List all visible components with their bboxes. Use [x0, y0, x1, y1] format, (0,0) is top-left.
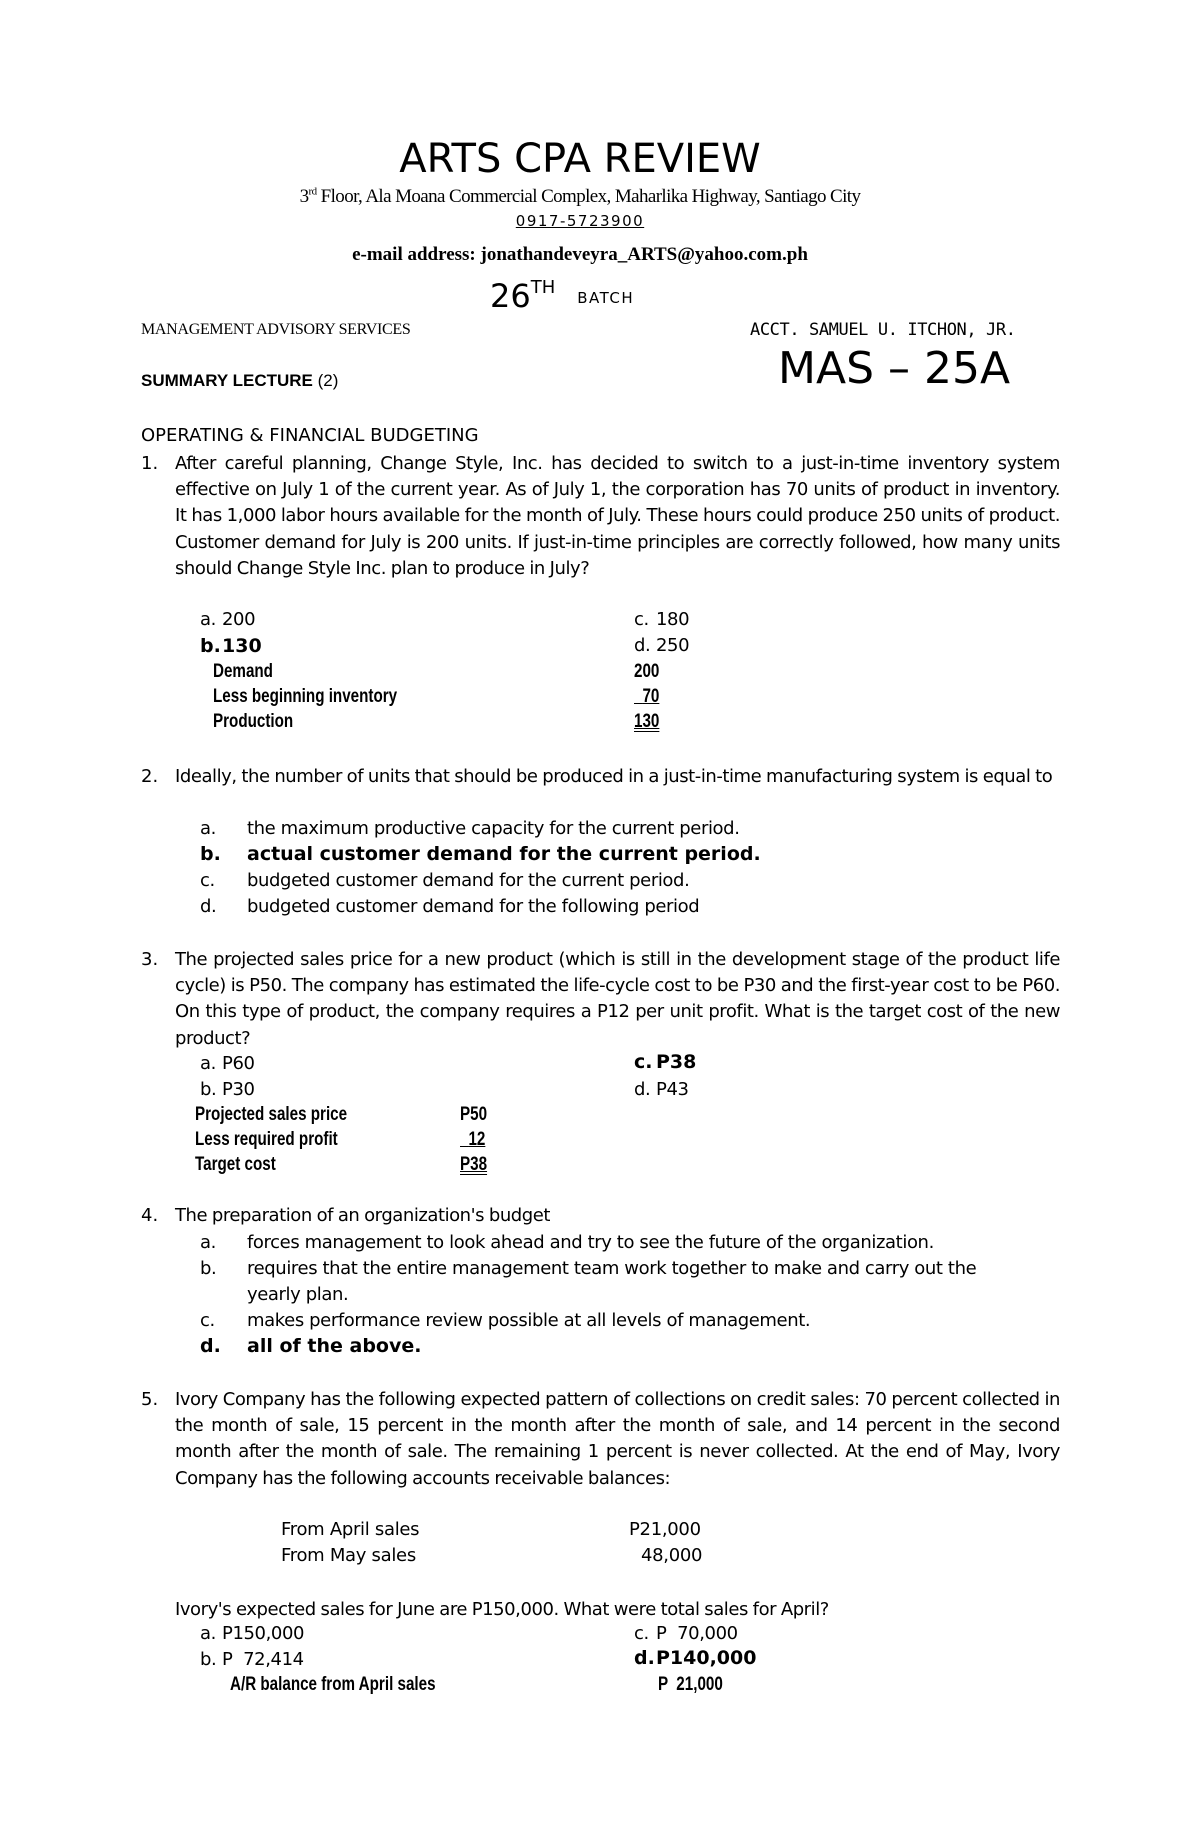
solution-value: 12 [468, 1129, 486, 1150]
question-followup: Ivory's expected sales for June are P150,000. What were total sales for April? [175, 1599, 829, 1620]
option-d: d. budgeted customer demand for the following period [200, 896, 700, 917]
solution-value: 200 [634, 661, 660, 682]
solution-label: Demand [213, 661, 273, 682]
section-title: OPERATING & FINANCIAL BUDGETING [141, 425, 479, 446]
option-a: a. 200 [200, 609, 256, 630]
handout-code: MAS – 25A [778, 343, 1011, 394]
solution-label: Less beginning inventory [213, 686, 398, 707]
solution-value: 130 [634, 711, 660, 732]
lecture-label: SUMMARY LECTURE (2) [141, 371, 339, 390]
solution-value: 70 [642, 686, 660, 707]
option-a: a. the maximum productive capacity for the current period. [200, 818, 740, 839]
solution-label: Projected sales price [195, 1104, 348, 1125]
option-d-answer: d. all of the above. [200, 1335, 422, 1357]
option-d-answer: d.P140,000 [634, 1647, 757, 1669]
review-center-title: ARTS CPA REVIEW [399, 136, 761, 182]
option-c: c. makes performance review possible at all levels of management. [200, 1310, 811, 1331]
option-d: d. 250 [634, 635, 690, 656]
option-c: c. P 70,000 [634, 1623, 738, 1644]
option-b: b. requires that the entire management team work together to make and carry out the [200, 1258, 977, 1279]
question-number: 4. [141, 1205, 159, 1226]
question-number: 2. [141, 766, 159, 787]
question-text: The preparation of an organization's budget [175, 1205, 550, 1226]
option-a: a. P60 [200, 1053, 255, 1074]
subject-name: MANAGEMENT ADVISORY SERVICES [141, 321, 411, 338]
option-b-answer: b. actual customer demand for the current period. [200, 843, 761, 865]
option-b-continuation: yearly plan. [247, 1284, 349, 1305]
option-a: a. P150,000 [200, 1623, 305, 1644]
option-c: c. 180 [634, 609, 690, 630]
question-text: The projected sales price for a new product (which is still in the development stage of the product life cycle) is P50. The company has estimated the life-cycle cost to be P30 and the first-year cost to be P60. On this type of product, the company requires a P12 per unit profit. What is the target cost of the new product? [175, 949, 1060, 1049]
question-number: 3. [141, 949, 159, 970]
option-c-answer: c. P38 [634, 1051, 697, 1073]
balance-label: From May sales [281, 1545, 416, 1566]
balance-value: P21,000 [629, 1519, 701, 1540]
question-number: 1. [141, 453, 159, 474]
question-text: Ivory Company has the following expected pattern of collections on credit sales: 70 percent collected in the month of sale, 15 percent in the month after the month of sale, and 14 percent in the second month after the month of sale. The remaining 1 percent is never collected. At the end of May, Ivory Company has the following accounts receivable balances: [175, 1389, 1060, 1489]
phone-number: 0917-5723900 [515, 212, 645, 230]
address-line: 3rd Floor, Ala Moana Commercial Complex, Maharlika Highway, Santiago City [299, 186, 861, 208]
solution-value: P 21,000 [658, 1674, 723, 1695]
solution-label: A/R balance from April sales [230, 1674, 436, 1695]
balance-value: 48,000 [641, 1545, 703, 1566]
question-number: 5. [141, 1389, 159, 1410]
solution-label: Target cost [195, 1154, 276, 1175]
option-b-answer: b.130 [200, 635, 262, 657]
batch-label: 26TH BATCH [490, 277, 635, 315]
option-c: c. budgeted customer demand for the current period. [200, 870, 690, 891]
email-address: e-mail address: jonathandeveyra_ARTS@yahoo.com.ph [352, 244, 808, 265]
option-b: b. P 72,414 [200, 1649, 304, 1670]
option-d: d. P43 [634, 1079, 689, 1100]
solution-label: Less required profit [195, 1129, 338, 1150]
author-name: ACCT. SAMUEL U. ITCHON, JR. [750, 320, 1016, 340]
solution-label: Production [213, 711, 294, 732]
question-text: Ideally, the number of units that should be produced in a just-in-time manufacturing system is equal to [175, 766, 1053, 787]
balance-label: From April sales [281, 1519, 420, 1540]
question-text: After careful planning, Change Style, Inc. has decided to switch to a just-in-time inventory system effective on July 1 of the current year. As of July 1, the corporation has 70 units of product in inventory. It has 1,000 labor hours available for the month of July. These hours could produce 250 units of product. Customer demand for July is 200 units. If just-in-time principles are correctly followed, how many units should Change Style Inc. plan to produce in July? [175, 453, 1060, 579]
solution-value: P38 [460, 1154, 488, 1175]
option-b: b. P30 [200, 1079, 255, 1100]
solution-value: P50 [460, 1104, 488, 1125]
option-a: a. forces management to look ahead and try to see the future of the organization. [200, 1232, 934, 1253]
